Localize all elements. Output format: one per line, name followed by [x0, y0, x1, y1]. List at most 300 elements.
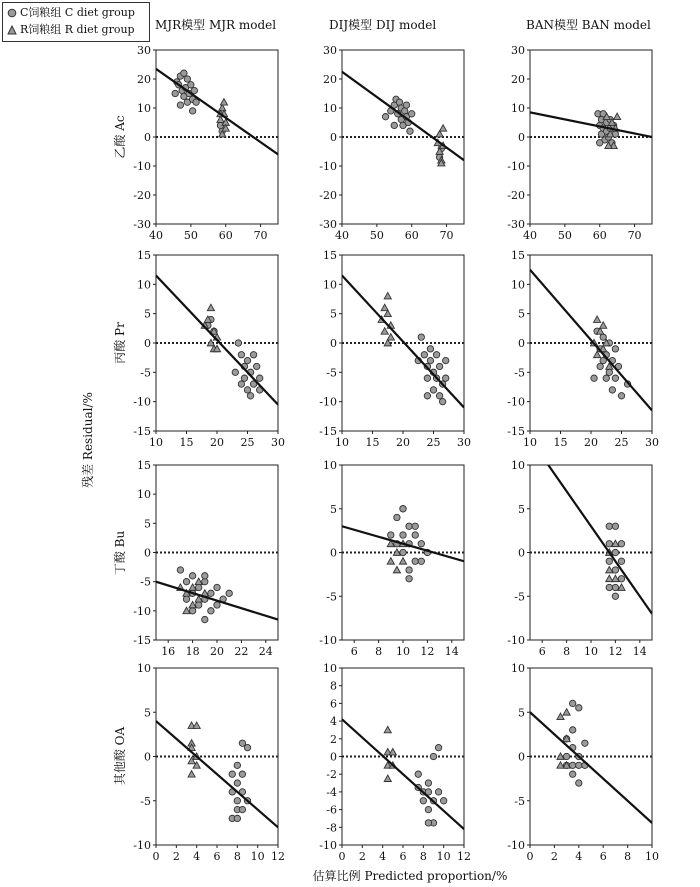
data-point-c-diet: [241, 375, 247, 381]
data-point-r-diet: [188, 771, 195, 777]
x-tick-label: 25: [426, 436, 441, 449]
y-tick-label: 10: [137, 278, 151, 292]
y-tick-label: -5: [326, 366, 337, 380]
y-tick-label: -10: [319, 839, 337, 852]
regression-line: [342, 276, 464, 408]
data-point-c-diet: [177, 102, 183, 108]
y-tick-label: 15: [323, 249, 337, 262]
x-tick-label: 40: [523, 229, 537, 242]
x-tick-label: 15: [553, 436, 568, 449]
data-point-c-diet: [418, 541, 424, 547]
data-point-c-diet: [196, 602, 202, 608]
data-point-c-diet: [403, 102, 409, 108]
data-point-c-diet: [430, 387, 436, 393]
y-tick-label: -8: [326, 821, 337, 835]
x-tick-label: 10: [523, 436, 537, 449]
data-point-c-diet: [394, 514, 400, 520]
panel-r0-c0: [133, 44, 278, 242]
data-point-r-diet: [384, 775, 391, 781]
panel-r1-c0: [133, 249, 285, 449]
data-point-c-diet: [570, 762, 576, 768]
data-point-r-diet: [387, 558, 394, 564]
y-tick-label: -20: [133, 189, 151, 202]
panel-r2-c2: [507, 439, 652, 658]
y-tick-label: 0: [144, 131, 151, 144]
column-title-1: DIJ模型 DIJ model: [329, 18, 437, 32]
data-point-c-diet: [570, 771, 576, 777]
data-point-c-diet: [238, 381, 244, 387]
y-tick-label: 5: [330, 502, 337, 516]
data-point-c-diet: [424, 375, 430, 381]
x-tick-label: 8: [233, 850, 241, 863]
regression-line: [530, 270, 652, 411]
data-point-c-diet: [606, 369, 612, 375]
data-point-c-diet: [214, 602, 220, 608]
y-tick-label: 5: [144, 706, 151, 720]
x-tick-label: 22: [234, 645, 249, 658]
x-tick-label: 60: [592, 229, 607, 242]
x-tick-label: 6: [538, 645, 546, 658]
data-point-c-diet: [244, 387, 250, 393]
data-point-c-diet: [400, 532, 406, 538]
data-point-c-diet: [234, 798, 240, 804]
data-point-c-diet: [443, 375, 449, 381]
y-tick-label: -10: [507, 395, 525, 409]
x-tick-label: 8: [375, 645, 383, 658]
y-tick-label: 0: [518, 750, 525, 764]
data-point-c-diet: [202, 616, 208, 622]
regression-line: [342, 72, 464, 160]
regression-line: [156, 69, 278, 155]
x-tick-label: 2: [358, 850, 366, 863]
data-point-c-diet: [591, 375, 597, 381]
data-point-c-diet: [612, 346, 618, 352]
data-point-c-diet: [570, 727, 576, 733]
data-point-c-diet: [570, 700, 576, 706]
data-point-c-diet: [407, 128, 413, 134]
data-point-c-diet: [576, 762, 582, 768]
data-point-c-diet: [239, 806, 245, 812]
data-point-c-diet: [421, 352, 427, 358]
legend-label-r-diet: R饲粮组 R diet group: [20, 23, 135, 36]
row-label-3: 其他酸 OA: [113, 726, 127, 786]
y-tick-label: 0: [330, 546, 337, 560]
data-point-c-diet: [412, 532, 418, 538]
data-point-c-diet: [612, 584, 618, 590]
x-tick-label: 70: [439, 229, 454, 242]
data-point-c-diet: [576, 705, 582, 711]
x-tick-label: 6: [350, 645, 358, 658]
data-point-c-diet: [563, 753, 569, 759]
y-tick-label: 0: [144, 337, 151, 350]
regression-line: [156, 721, 278, 827]
x-tick-label: 14: [632, 645, 647, 658]
data-point-c-diet: [609, 387, 615, 393]
y-tick-label: -10: [133, 604, 151, 618]
x-tick-label: 60: [404, 229, 419, 242]
circle-marker-icon: [7, 8, 17, 18]
data-point-c-diet: [600, 334, 606, 340]
y-tick-label: 5: [144, 517, 151, 531]
y-tick-label: 5: [518, 307, 525, 321]
x-tick-label: 24: [258, 645, 273, 658]
y-tick-label: -5: [514, 794, 525, 808]
x-tick-label: 50: [557, 229, 572, 242]
data-point-c-diet: [253, 363, 259, 369]
x-tick-label: 2: [172, 850, 180, 863]
data-point-c-diet: [244, 744, 250, 750]
data-point-c-diet: [196, 584, 202, 590]
data-point-c-diet: [208, 608, 214, 614]
x-tick-label: 12: [271, 850, 285, 863]
y-tick-label: 0: [518, 131, 525, 144]
x-tick-label: 0: [526, 850, 534, 863]
data-point-c-diet: [436, 393, 442, 399]
data-point-c-diet: [250, 352, 256, 358]
x-tick-label: 4: [193, 850, 201, 863]
data-point-c-diet: [618, 558, 624, 564]
data-point-r-diet: [220, 99, 227, 105]
data-point-c-diet: [415, 771, 421, 777]
regression-line: [530, 112, 652, 137]
y-tick-label: -10: [133, 395, 151, 409]
row-label-0: 乙酸 Ac: [113, 115, 127, 159]
y-tick-label: 20: [323, 73, 337, 86]
y-tick-label: -15: [133, 634, 151, 647]
data-point-c-diet: [229, 771, 235, 777]
y-tick-label: 0: [330, 131, 337, 144]
y-tick-label: -5: [514, 590, 525, 604]
y-tick-label: 10: [323, 459, 337, 472]
data-point-c-diet: [439, 398, 445, 404]
data-point-c-diet: [412, 523, 418, 529]
data-point-c-diet: [420, 798, 426, 804]
y-tick-label: 10: [511, 459, 525, 472]
data-point-c-diet: [406, 523, 412, 529]
y-tick-label: -10: [319, 395, 337, 409]
x-tick-label: 10: [436, 850, 451, 863]
y-tick-label: 0: [330, 337, 337, 350]
data-point-c-diet: [257, 375, 263, 381]
y-tick-label: -10: [507, 839, 525, 852]
panel-r0-c2: [507, 44, 652, 242]
data-point-c-diet: [214, 584, 220, 590]
y-tick-label: -5: [514, 366, 525, 380]
x-tick-label: 12: [420, 645, 435, 658]
data-point-c-diet: [440, 798, 446, 804]
x-axis-label: 估算比例 Predicted proportion/%: [312, 869, 508, 883]
y-tick-label: 15: [137, 459, 151, 472]
y-tick-label: 30: [323, 44, 337, 57]
data-point-r-diet: [381, 304, 388, 310]
regression-line: [156, 276, 278, 405]
data-point-c-diet: [234, 762, 240, 768]
y-tick-label: 15: [511, 249, 525, 262]
data-point-c-diet: [612, 549, 618, 555]
x-tick-label: 30: [271, 436, 285, 449]
y-tick-label: -15: [319, 425, 337, 438]
x-tick-label: 12: [457, 850, 471, 863]
x-tick-label: 16: [161, 645, 176, 658]
x-tick-label: 6: [599, 850, 607, 863]
x-tick-label: 15: [179, 436, 194, 449]
data-point-c-diet: [234, 815, 240, 821]
data-point-r-diet: [399, 558, 406, 564]
y-tick-label: 20: [511, 73, 525, 86]
x-tick-label: 50: [183, 229, 198, 242]
data-point-c-diet: [582, 740, 588, 746]
x-tick-label: 10: [645, 850, 659, 863]
y-tick-label: 10: [137, 488, 151, 502]
data-point-c-diet: [425, 780, 431, 786]
x-tick-label: 8: [419, 850, 427, 863]
y-tick-label: 4: [330, 715, 337, 729]
data-point-c-diet: [418, 558, 424, 564]
data-point-c-diet: [406, 576, 412, 582]
data-point-c-diet: [406, 567, 412, 573]
x-tick-label: 0: [338, 850, 346, 863]
data-point-c-diet: [418, 334, 424, 340]
y-tick-label: 10: [137, 662, 151, 675]
data-point-c-diet: [409, 111, 415, 117]
y-tick-label: -5: [326, 590, 337, 604]
x-tick-label: 30: [457, 436, 471, 449]
data-point-c-diet: [606, 541, 612, 547]
regression-line: [530, 712, 652, 823]
y-tick-label: 10: [137, 102, 151, 115]
data-point-c-diet: [435, 789, 441, 795]
x-tick-label: 8: [563, 645, 571, 658]
y-tick-label: -20: [507, 189, 525, 202]
y-tick-label: 10: [511, 278, 525, 292]
data-point-r-diet: [389, 748, 396, 754]
y-tick-label: -10: [133, 160, 151, 173]
y-tick-label: -5: [140, 366, 151, 380]
y-tick-label: 5: [330, 307, 337, 321]
x-tick-label: 2: [550, 850, 558, 863]
column-title-2: BAN模型 BAN model: [526, 18, 651, 32]
data-point-r-diet: [614, 113, 621, 119]
data-point-c-diet: [247, 393, 253, 399]
data-point-c-diet: [618, 393, 624, 399]
regression-line: [342, 719, 464, 829]
data-point-c-diet: [425, 820, 431, 826]
y-tick-label: 10: [511, 102, 525, 115]
x-tick-label: 10: [584, 645, 598, 658]
data-point-c-diet: [172, 90, 178, 96]
data-point-c-diet: [603, 375, 609, 381]
column-title-0: MJR模型 MJR model: [155, 18, 277, 32]
y-tick-label: 10: [323, 662, 337, 675]
y-tick-label: 6: [330, 697, 337, 711]
y-tick-label: -10: [507, 160, 525, 173]
data-point-c-diet: [612, 567, 618, 573]
data-point-r-diet: [207, 304, 214, 310]
x-tick-label: 4: [575, 850, 583, 863]
x-tick-label: 50: [369, 229, 384, 242]
y-tick-label: 0: [144, 750, 151, 764]
data-point-c-diet: [424, 393, 430, 399]
y-tick-label: -10: [319, 634, 337, 647]
x-tick-label: 6: [399, 850, 407, 863]
data-point-c-diet: [181, 70, 187, 76]
y-tick-label: 5: [518, 706, 525, 720]
data-point-c-diet: [612, 593, 618, 599]
data-point-r-diet: [557, 713, 564, 719]
y-tick-label: 30: [511, 44, 525, 57]
y-tick-label: -2: [326, 768, 337, 782]
y-tick-label: -6: [326, 803, 337, 817]
data-point-c-diet: [435, 744, 441, 750]
data-point-r-diet: [594, 316, 601, 322]
panel-r2-c1: [319, 459, 464, 658]
data-point-c-diet: [430, 753, 436, 759]
x-tick-label: 20: [210, 436, 224, 449]
data-point-c-diet: [391, 122, 397, 128]
data-point-c-diet: [427, 357, 433, 363]
panel-r3-c0: [133, 662, 285, 863]
panel-r3-c1: [319, 662, 471, 863]
data-point-r-diet: [384, 292, 391, 298]
legend: [2, 2, 150, 42]
x-tick-label: 20: [210, 645, 224, 658]
y-tick-label: 0: [330, 750, 337, 764]
data-point-c-diet: [184, 76, 190, 82]
legend-item-r-diet: [7, 22, 135, 38]
data-point-c-diet: [382, 114, 388, 120]
x-tick-label: 0: [152, 850, 160, 863]
data-point-c-diet: [183, 578, 189, 584]
row-label-1: 丙酸 Pr: [113, 322, 127, 364]
data-point-c-diet: [618, 576, 624, 582]
data-point-c-diet: [436, 363, 442, 369]
data-point-c-diet: [433, 352, 439, 358]
panel-r1-c2: [507, 249, 659, 449]
data-point-c-diet: [202, 573, 208, 579]
x-tick-label: 8: [624, 850, 632, 863]
x-tick-label: 10: [149, 436, 163, 449]
data-point-c-diet: [235, 340, 241, 346]
data-point-c-diet: [427, 346, 433, 352]
y-tick-label: -10: [133, 839, 151, 852]
x-tick-label: 60: [218, 229, 233, 242]
y-tick-label: -15: [133, 425, 151, 438]
y-tick-label: -4: [326, 785, 337, 799]
y-tick-label: 10: [323, 278, 337, 292]
data-point-c-diet: [618, 541, 624, 547]
x-tick-label: 70: [253, 229, 268, 242]
data-point-c-diet: [177, 567, 183, 573]
data-point-c-diet: [606, 584, 612, 590]
x-tick-label: 20: [396, 436, 410, 449]
x-tick-label: 14: [444, 645, 459, 658]
y-tick-label: 0: [518, 337, 525, 350]
data-point-c-diet: [597, 363, 603, 369]
data-point-c-diet: [443, 357, 449, 363]
x-tick-label: 40: [149, 229, 163, 242]
panel-r2-c0: [133, 459, 278, 658]
x-tick-label: 25: [240, 436, 255, 449]
data-point-c-diet: [238, 352, 244, 358]
y-tick-label: 2: [330, 732, 337, 746]
data-point-c-diet: [189, 608, 195, 614]
x-tick-label: 6: [213, 850, 221, 863]
data-point-c-diet: [239, 771, 245, 777]
y-tick-label: -5: [140, 794, 151, 808]
x-tick-label: 10: [250, 850, 265, 863]
y-tick-label: 30: [137, 44, 151, 57]
y-tick-label: -20: [319, 189, 337, 202]
data-point-c-diet: [576, 780, 582, 786]
triangle-marker-icon: [7, 25, 17, 35]
y-tick-label: 5: [518, 502, 525, 516]
data-point-c-diet: [232, 369, 238, 375]
x-tick-label: 25: [614, 436, 629, 449]
x-tick-label: 70: [627, 229, 642, 242]
data-point-r-diet: [384, 726, 391, 732]
data-point-c-diet: [226, 590, 232, 596]
x-tick-label: 20: [584, 436, 598, 449]
data-point-c-diet: [425, 806, 431, 812]
y-axis-label: 残差 Residual/%: [81, 392, 95, 488]
data-point-c-diet: [606, 523, 612, 529]
y-tick-label: -30: [133, 218, 151, 231]
y-tick-label: 0: [144, 546, 151, 560]
x-tick-label: 15: [365, 436, 380, 449]
y-tick-label: 5: [144, 307, 151, 321]
x-tick-label: 10: [396, 645, 410, 658]
data-point-c-diet: [189, 573, 195, 579]
legend-item-c-diet: [7, 5, 135, 21]
y-tick-label: 8: [330, 679, 337, 693]
data-point-c-diet: [193, 99, 199, 105]
data-point-r-diet: [439, 125, 446, 131]
y-tick-label: 10: [511, 662, 525, 675]
y-tick-label: 10: [323, 102, 337, 115]
x-tick-label: 12: [608, 645, 623, 658]
legend-label-c-diet: C饲粮组 C diet group: [20, 6, 135, 19]
data-point-c-diet: [597, 140, 603, 146]
data-point-c-diet: [208, 590, 214, 596]
y-tick-label: -5: [140, 575, 151, 589]
x-tick-label: 10: [335, 436, 349, 449]
panel-r0-c1: [319, 44, 464, 242]
y-tick-label: 20: [137, 73, 151, 86]
row-label-2: 丁酸 Bu: [113, 530, 127, 576]
data-point-r-diet: [393, 566, 400, 572]
data-point-c-diet: [400, 549, 406, 555]
data-point-c-diet: [188, 82, 194, 88]
x-tick-label: 40: [335, 229, 349, 242]
data-point-c-diet: [612, 375, 618, 381]
data-point-c-diet: [606, 558, 612, 564]
data-point-c-diet: [412, 558, 418, 564]
x-tick-label: 4: [379, 850, 387, 863]
panel-r3-c2: [507, 662, 659, 863]
data-point-c-diet: [234, 780, 240, 786]
data-point-c-diet: [189, 108, 195, 114]
data-point-r-diet: [193, 722, 200, 728]
y-tick-label: -10: [319, 160, 337, 173]
y-tick-label: -10: [507, 634, 525, 647]
data-point-c-diet: [400, 506, 406, 512]
data-point-r-diet: [563, 709, 570, 715]
data-point-c-diet: [388, 532, 394, 538]
y-tick-label: -30: [319, 218, 337, 231]
data-point-c-diet: [244, 357, 250, 363]
data-point-c-diet: [183, 596, 189, 602]
y-tick-label: -30: [507, 218, 525, 231]
